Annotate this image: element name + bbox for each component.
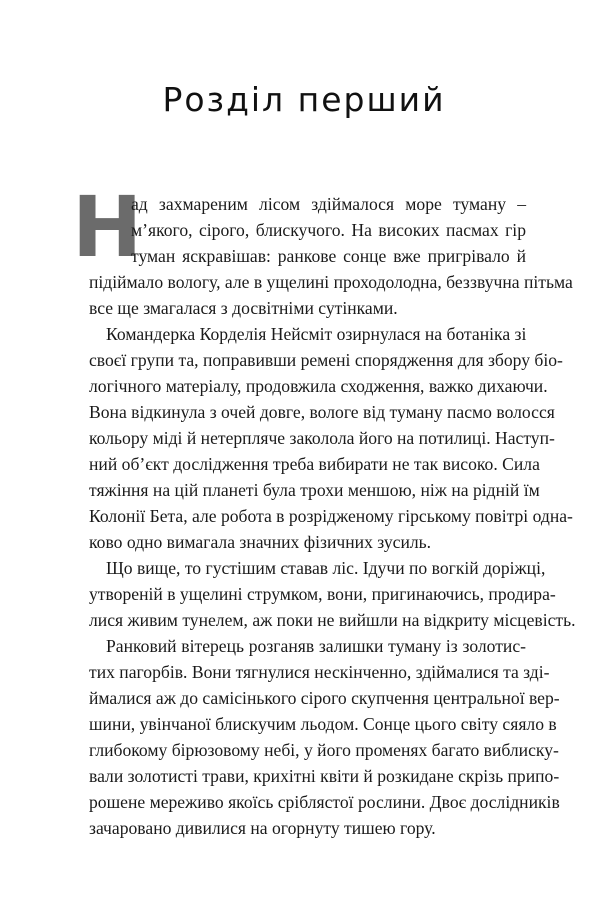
text-line-16: утвореній в ущелині струмком, вони, пригинаючись, продира- — [89, 584, 556, 604]
text-line-1: ад захмареним лісом здіймалося море туману – — [131, 194, 526, 214]
text-line-6: Командерка Корделія Нейсміт озирнулася на ботаніка зі — [106, 324, 527, 344]
text-line-10: кольору міді й нетерпляче заколола його на потилиці. Наступ- — [89, 428, 555, 448]
chapter-title: Розділ перший — [162, 80, 446, 119]
text-line-3: туман яскравішав: ранкове сонце вже пригрівало й — [131, 246, 526, 266]
text-line-13: Колонії Бета, але робота в розрідженому гірському повітрі одна- — [89, 506, 573, 526]
text-line-23: вали золотисті трави, крихітні квіти й розкидане скрізь припо- — [89, 766, 560, 786]
text-line-25: зачаровано дивилися на огорнуту тишею гору. — [89, 818, 436, 838]
text-line-11: ний об’єкт дослідження треба вибирати не так високо. Сила — [89, 454, 540, 474]
text-line-5: все ще змагалася з досвітніми сутінками. — [89, 298, 398, 318]
text-line-20: ймалися аж до самісінького сірого скупчення центральної вер- — [89, 688, 560, 708]
text-line-21: шини, увінчаної блискучим льодом. Сонце цього світу сяяло в — [89, 714, 557, 734]
text-line-12: тяжіння на цій планеті була трохи меншою, ніж на рідній їм — [89, 480, 540, 500]
text-line-14: ково одно вимагала значних фізичних зусиль. — [89, 532, 432, 552]
drop-cap: Н — [72, 178, 143, 276]
text-line-24: рошене мереживо якоїсь сріблястої рослини. Двоє дослідників — [89, 792, 560, 812]
text-line-7: своєї групи та, поправивши ремені спорядження для збору біо- — [89, 350, 563, 370]
text-line-9: Вона відкинула з очей довге, вологе від туману пасмо волосся — [89, 402, 555, 422]
text-line-2: м’якого, сірого, блискучого. На високих пасмах гір — [131, 220, 526, 240]
text-line-17: лися живим тунелем, аж поки не вийшли на відкриту місцевість. — [89, 610, 576, 630]
text-line-18: Ранковий вітерець розганяв залишки туману із золотис- — [106, 636, 526, 656]
text-line-19: тих пагорбів. Вони тягнулися нескінченно, здіймалися та зді- — [89, 662, 550, 682]
text-line-8: логічного матеріалу, продовжила сходження, важко дихаючи. — [89, 376, 548, 396]
text-line-22: глибокому бірюзовому небі, у його променях багато виблиску- — [89, 740, 559, 760]
text-line-4: підіймало вологу, але в ущелині проходолодна, беззвучна пітьма — [89, 272, 573, 292]
text-line-15: Що вище, то густішим ставав ліс. Ідучи по вогкій доріжці, — [106, 558, 546, 578]
